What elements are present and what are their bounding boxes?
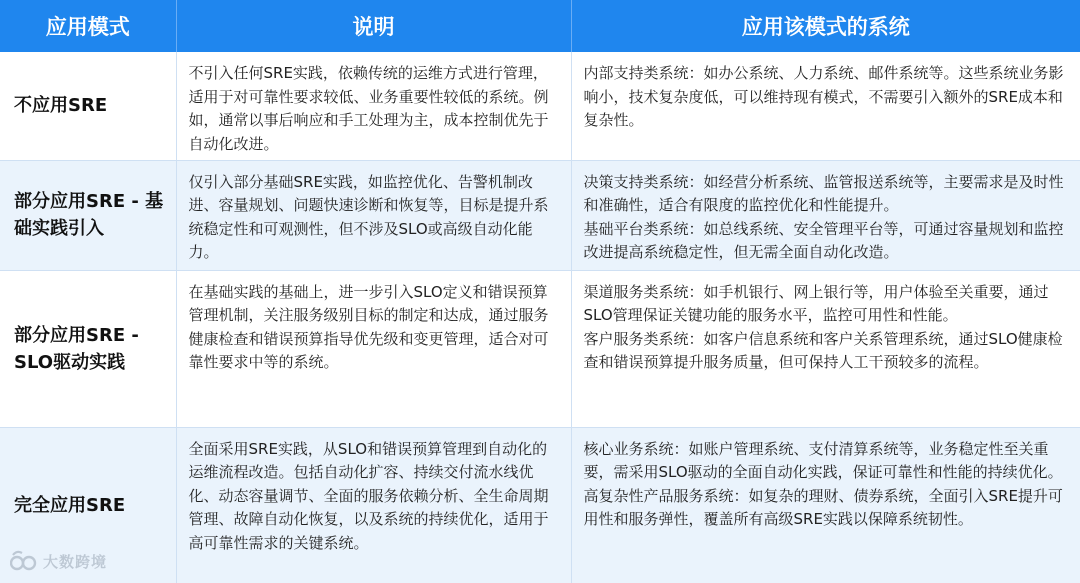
systems-cell bbox=[571, 160, 1080, 270]
systems-paragraph: 决策支持类系统：如经营分析系统、监管报送系统等，主要需求是及时性和准确性，适合有限度的监控优化和性能提升。 bbox=[583, 172, 1064, 214]
header-mode: 应用模式 bbox=[0, 0, 176, 52]
table-row bbox=[0, 270, 1080, 427]
systems-cell bbox=[571, 52, 1080, 160]
header-description: 说明 bbox=[176, 0, 571, 52]
description-cell: 不引入任何SRE实践，依赖传统的运维方式进行管理，适用于对可靠性要求较低、业务重要性较低的系统。例如，通常以事后响应和手工处理为主，成本控制优先于自动化改进。 bbox=[176, 52, 571, 160]
mode-cell: 不应用SRE bbox=[0, 52, 176, 160]
systems-paragraph: 高复杂性产品服务系统：如复杂的理财、债券系统，全面引入SRE提升可用性和服务弹性，覆盖所有高级SRE实践以保障系统韧性。 bbox=[583, 486, 1063, 528]
table-row bbox=[0, 160, 1080, 270]
description-cell: 仅引入部分基础SRE实践，如监控优化、告警机制改进、容量规划、问题快速诊断和恢复等，目标是提升系统稳定性和可观测性，但不涉及SLO或高级自动化能力。 bbox=[176, 160, 571, 270]
mode-cell: 部分应用SRE - 基础实践引入 bbox=[0, 160, 176, 270]
header-systems: 应用该模式的系统 bbox=[571, 0, 1080, 52]
systems-paragraph: 基础平台类系统：如总线系统、安全管理平台等，可通过容量规划和监控改进提高系统稳定性，但无需全面自动化改造。 bbox=[583, 219, 1064, 261]
systems-paragraph: 渠道服务类系统：如手机银行、网上银行等，用户体验至关重要，通过SLO管理保证关键功能的服务水平，监控可用性和性能。 bbox=[583, 282, 1049, 324]
mode-cell: 部分应用SRE - SLO驱动实践 bbox=[0, 270, 176, 427]
systems-cell bbox=[571, 427, 1080, 583]
systems-cell bbox=[571, 270, 1080, 427]
description-cell: 在基础实践的基础上，进一步引入SLO定义和错误预算管理机制，关注服务级别目标的制定和达成，通过服务健康检查和错误预算指导优先级和变更管理，适合对可靠性要求中等的系统。 bbox=[176, 270, 571, 427]
systems-paragraph: 客户服务类系统：如客户信息系统和客户关系管理系统，通过SLO健康检查和错误预算提升服务质量，但可保持人工干预较多的流程。 bbox=[583, 329, 1063, 371]
brand-logo-icon bbox=[10, 549, 38, 573]
description-cell: 全面采用SRE实践，从SLO和错误预算管理到自动化的运维流程改造。包括自动化扩容、持续交付流水线优化、动态容量调节、全面的服务依赖分析、全生命周期管理、故障自动化恢复，以及系统的持续优化，适用于高可靠性需求的关键系统。 bbox=[176, 427, 571, 583]
systems-paragraph: 内部支持类系统：如办公系统、人力系统、邮件系统等。这些系统业务影响小，技术复杂度低，可以维持现有模式，不需要引入额外的SRE成本和复杂性。 bbox=[583, 64, 1064, 129]
table-row bbox=[0, 52, 1080, 160]
watermark bbox=[10, 549, 107, 573]
systems-paragraph: 核心业务系统：如账户管理系统、支付清算系统等，业务稳定性至关重要，需采用SLO驱动的全面自动化实践，保证可靠性和性能的持续优化。 bbox=[583, 439, 1063, 481]
table-row bbox=[0, 427, 1080, 583]
watermark-text: 大数跨境 bbox=[43, 552, 108, 571]
table-header-row bbox=[0, 0, 1080, 52]
mode-cell: 完全应用SRE bbox=[0, 427, 176, 583]
